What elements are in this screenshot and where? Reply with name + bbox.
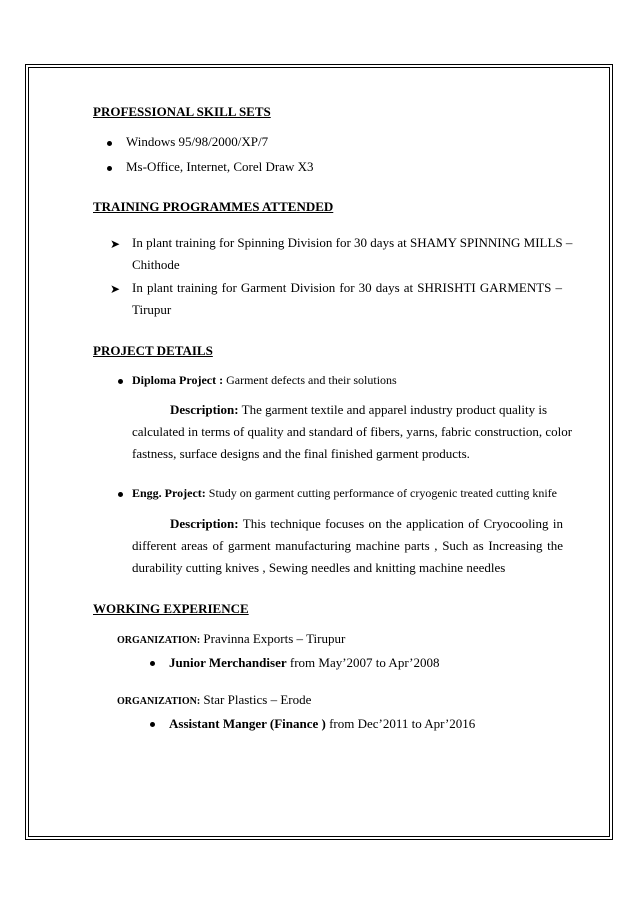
diploma-desc-line1 xyxy=(170,402,547,418)
org-label: ORGANIZATION: xyxy=(117,635,201,646)
org-line xyxy=(117,692,311,708)
training-item-line1: In plant training for Spinning Division for 30 days at SHAMY SPINNING MILLS – xyxy=(132,235,573,250)
org-line xyxy=(117,631,345,647)
training-item-line1: In plant training for Garment Division for 30 days at SHRISHTI GARMENTS – xyxy=(132,280,562,295)
skill-item: Ms-Office, Internet, Corel Draw X3 xyxy=(126,159,314,174)
org-label: ORGANIZATION: xyxy=(117,696,201,707)
training-item-line2: Tirupur xyxy=(132,302,172,317)
org-name: Star Plastics – Erode xyxy=(200,692,312,707)
bullet-dot-icon xyxy=(107,166,112,171)
bullet-dot-icon xyxy=(150,722,155,727)
bullet-dot-icon xyxy=(107,141,112,146)
arrow-bullet-icon: ➤ xyxy=(110,282,121,296)
engg-desc-line3: durability cutting knives , Sewing needles and knitting machine needles xyxy=(132,560,506,575)
engg-project-label: Engg. Project: xyxy=(132,486,206,500)
skill-item: Windows 95/98/2000/XP/7 xyxy=(126,134,269,149)
bullet-dot-icon xyxy=(118,492,123,497)
training-item-line2: Chithode xyxy=(132,257,180,272)
job-role: Junior Merchandiser xyxy=(169,655,287,670)
job-period: from Dec’2011 to Apr’2016 xyxy=(325,716,476,731)
engg-project xyxy=(132,486,557,501)
desc-text: The garment textile and apparel industry product quality is xyxy=(238,402,548,417)
diploma-desc-line2: calculated in terms of quality and standard of fibers, yarns, fabric construction, color xyxy=(132,424,573,439)
desc-text: This technique focuses on the application of Cryocooling in xyxy=(242,516,563,531)
desc-label: Description: xyxy=(170,402,239,417)
engg-desc-line1 xyxy=(170,516,563,532)
training-heading: TRAINING PROGRAMMES ATTENDED xyxy=(93,199,334,214)
job-period: from May’2007 to Apr’2008 xyxy=(286,655,440,670)
engg-project-title: Study on garment cutting performance of cryogenic treated cutting knife xyxy=(205,486,557,500)
diploma-project xyxy=(132,373,397,388)
job-role-line xyxy=(169,655,439,671)
job-role-line xyxy=(169,716,475,732)
arrow-bullet-icon: ➤ xyxy=(110,237,121,251)
desc-label: Description: xyxy=(170,516,239,531)
org-name: Pravinna Exports – Tirupur xyxy=(200,631,346,646)
job-role: Assistant Manger (Finance ) xyxy=(169,716,326,731)
experience-heading: WORKING EXPERIENCE xyxy=(93,601,249,616)
diploma-desc-line3: fastness, surface designs and the final finished garment products. xyxy=(132,446,470,461)
engg-desc-line2: different areas of garment manufacturing machine parts , Such as Increasing the xyxy=(132,538,563,553)
bullet-dot-icon xyxy=(150,661,155,666)
bullet-dot-icon xyxy=(118,379,123,384)
skills-heading: PROFESSIONAL SKILL SETS xyxy=(93,104,271,119)
project-heading: PROJECT DETAILS xyxy=(93,343,213,358)
diploma-project-title: Garment defects and their solutions xyxy=(223,373,397,387)
diploma-project-label: Diploma Project : xyxy=(132,373,224,387)
